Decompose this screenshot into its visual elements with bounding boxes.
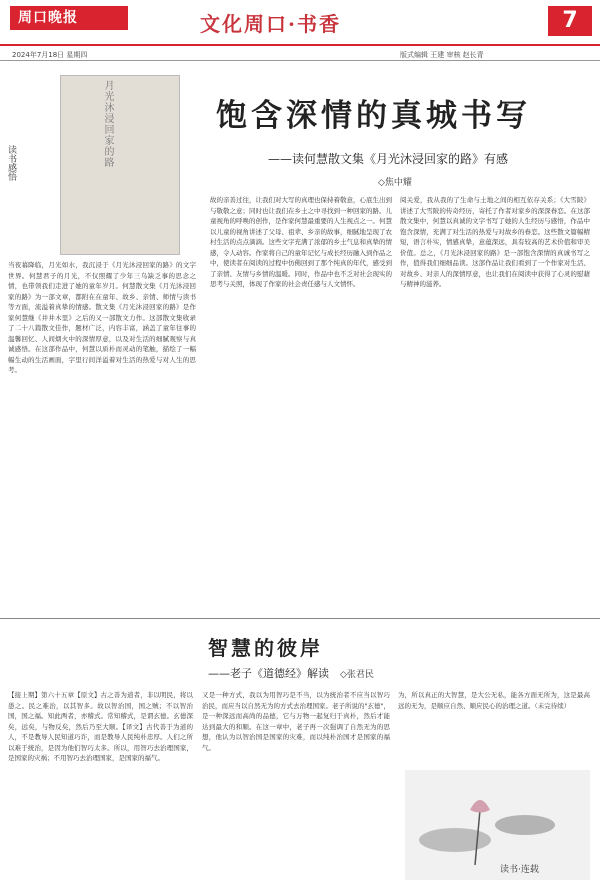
article-subtitle: ——读何慧散文集《月光沐浸回家的路》有感 bbox=[268, 152, 509, 166]
article-column-1: 当夜幕降临，月光如水，我沉浸于《月光沐浸回家的路》的文字世界。何慧君子的月光，不仅照耀了少年三乌缺乏事的思念之情，也带领我们走进了她的童年岁月。何慧散文集《月光沐浸回家的路》为一部文章，都附在在童年、故乡、亲情、师情与读书等方面，流溢着真挚的情感。散文集《月光沐浸回家的路》是作家何慧继《井井木里》之后的又一部散文力作。这部散文集收录了二十八篇散文佳作，题材广泛，内容丰富，涵盖了童年往事的温馨回忆、人间烟火中的深情厚意，以及对生活的细腻观察与真诚感悟。在这部作品中，何慧以质朴而灵动的笔触，描绘了一幅幅生动的生活画面，字里行间洋溢着对生活的热爱与对人生的思考。 bbox=[8, 261, 196, 374]
second-column-1: 【接上期】第六十五章【原文】古之善为道者，非以明民，将以愚之。民之难治，以其智多。故以智治国，国之贼；不以智治国，国之福。知此两者，亦稽式。常知稽式，是谓玄德。玄德深矣，远矣，与物反矣，然后乃至大顺。【译文】古代善于为道的人，不是教导人民知道巧诈，而是教导人民纯朴忠厚。人们之所以难于统治，是因为他们智巧太多。所以，用智巧去治理国家，是国家的灾祸；不用智巧去治理国家，是国家的福气。 bbox=[8, 691, 193, 762]
section-divider bbox=[0, 618, 600, 619]
page-number: 7 bbox=[548, 6, 592, 36]
second-column-3: 为，所以真正的大智慧，是大公无私，能各方面无所为，这是最高远的无为，是顺应自然、顺应民心的治理之道。（未完待续） bbox=[398, 691, 590, 710]
lotus-icon bbox=[405, 770, 590, 880]
column-tag: 读书感悟 bbox=[6, 145, 16, 181]
editor-credits: 版式编辑 王建 审核 赵长青 bbox=[400, 51, 484, 59]
section-title: 文化周口·书香 bbox=[200, 12, 341, 36]
lotus-painting bbox=[405, 770, 590, 880]
header-rule bbox=[0, 44, 600, 46]
second-column-2: 又是一种方式，我以为用智巧是不当，以为统治者不应当以智巧治民，而应当以自然无为的方式去治理国家。老子所说的"玄德"，是一种深远而高尚的品德，它与万物一起复归于真朴，然后才能达到最大的和顺。在这一章中，老子再一次强调了自然无为的思想，他认为以智治国是国家的灾难，而以纯朴治国才是国家的福气。 bbox=[202, 691, 390, 752]
second-article-subtitle: ——老子《道德经》解读 bbox=[208, 667, 329, 680]
book-cover bbox=[60, 75, 180, 255]
article-column-2: 故的亲善过往，让我们对大写的真理也保持着敬意，心底生出到与敬敬之意；同时也让我们在乡土之中寻找到一种回家的路。儿童视角的呼唤的创作，是作家何慧最重要的人生视点之一。何慧以儿童的视角讲述了父母、祖辈、乡亲的故事，细腻地呈现了农村生活的点点滴滴。这些文字充满了浓郁的乡土气息和真挚的情感，令人动容。作家将自己的童年记忆与成长经历融入到作品之中，使读者在阅读的过程中仿佛回到了那个纯真的年代，感受到了亲情、友情与乡情的温暖。同时，作品中也不乏对社会现实的思考与关照，体现了作家的社会责任感与人文情怀。 bbox=[210, 196, 392, 288]
newspaper-logo: 周口晚报 bbox=[10, 6, 128, 30]
article-column-3: 阅关爱，我从我的了生命与土地之间的相互依存关系；《大雪陂》讲述了大雪陂的传奇经历，寄托了作者对家乡的深深眷恋。在这部散文集中，何慧以真诚的文字书写了她的人生经历与感悟，作品中饱含深情，充满了对生活的热爱与对故乡的眷恋。这些散文篇幅精短，语言朴实，情感真挚，意蕴深远，具有较高的艺术价值和审美价值。总之，《月光沐浸回家的路》是一部饱含深情的真诚书写之作，值得我们细细品读。这部作品让我们看到了一个作家对生活、对故乡、对亲人的深情厚意，也让我们在阅读中获得了心灵的慰藉与精神的滋养。 bbox=[400, 196, 590, 288]
article-author: ◇焦中耀 bbox=[378, 178, 412, 188]
issue-date: 2024年7月18日 星期四 bbox=[12, 51, 88, 59]
second-article-title: 智慧的彼岸 bbox=[208, 636, 323, 660]
painting-caption: 读书·连载 bbox=[500, 865, 539, 875]
article-title: 饱含深情的真城书写 bbox=[216, 98, 531, 134]
second-article-author: ◇张君民 bbox=[340, 670, 374, 680]
header-divider bbox=[0, 60, 600, 61]
book-cover-title: 月光沐浸回家的路 bbox=[102, 80, 113, 168]
